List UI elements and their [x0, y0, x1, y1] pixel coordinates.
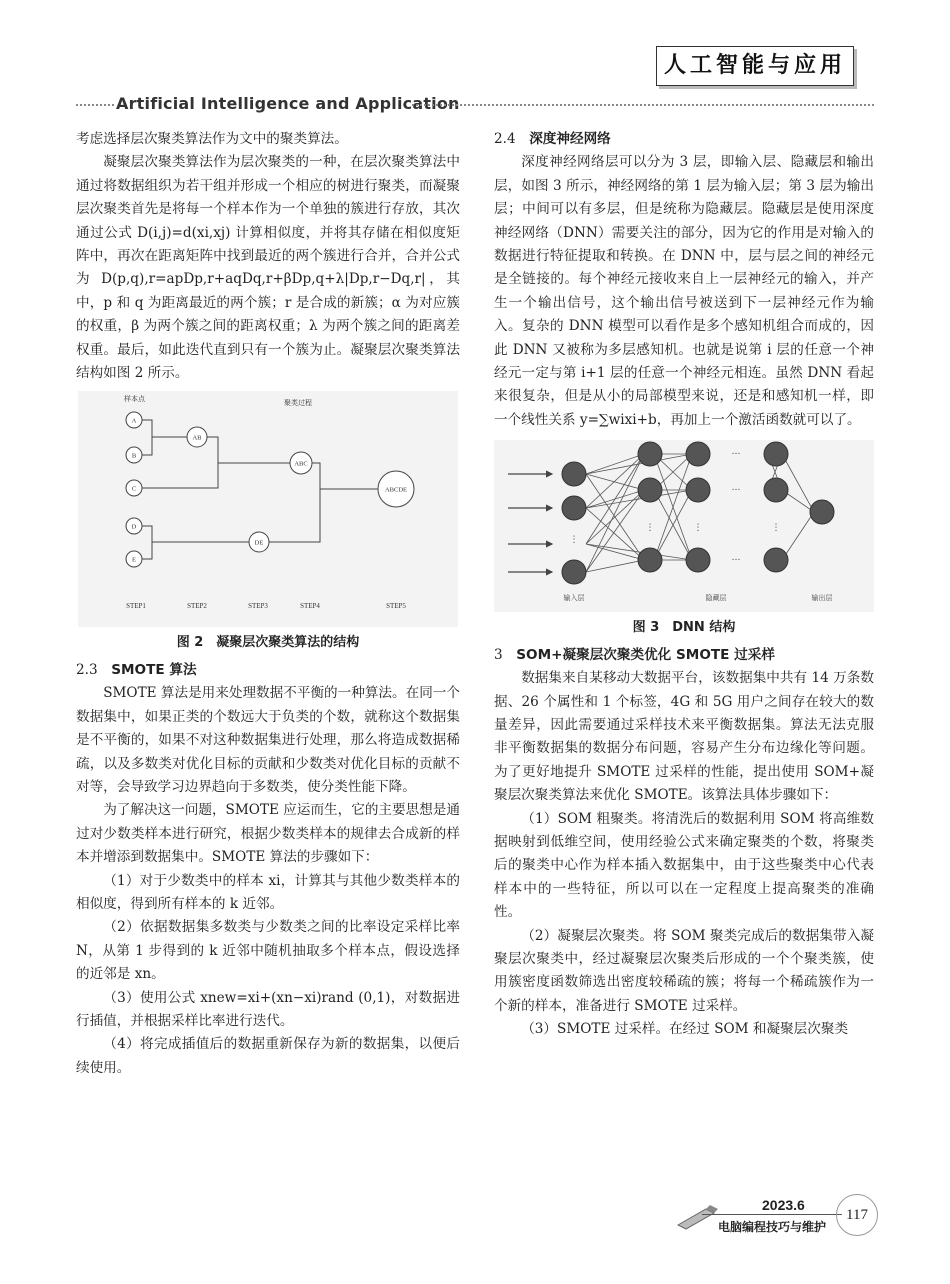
- figure-2-caption: 图 2 凝聚层次聚类算法的结构: [176, 635, 360, 651]
- node-label: A: [131, 417, 137, 425]
- neuron-input: [562, 496, 586, 520]
- paragraph: 数据集来自某移动大数据平台，该数据集中共有 14 万条数据、26 个属性和 1 个标签，4G 和 5G 用户之间存在较大的数量差异，因此需要通过采样技术来平衡数据集。算法无法克服非平衡数据集的数据分布问题，容易产生分布边缘化等问题。为了更好地提升 SMOTE 过采样的性能，提出使用 SOM+凝聚层次聚类算法来优化 SMOTE。该算法具体步骤如下：: [494, 670, 874, 804]
- neuron-hidden: [686, 548, 710, 572]
- ellipsis: …: [731, 447, 741, 458]
- neuron-output: [810, 500, 834, 524]
- issue-date: 2023.6: [762, 1197, 805, 1213]
- step-label: STEP5: [386, 602, 406, 611]
- paragraph: （3）使用公式 xnew=xi+(xn−xi)rand (0,1)，对数据进行插值，并根据采样比率进行迭代。: [76, 989, 460, 1029]
- step-label: STEP4: [300, 602, 320, 611]
- vdots: ⋮: [693, 523, 703, 534]
- node-label: ABC: [294, 460, 308, 468]
- page-number: 117: [836, 1194, 878, 1236]
- neuron-hidden: [638, 548, 662, 572]
- paragraph: （2）凝聚层次聚类。将 SOM 聚类完成后的数据集带入凝聚层次聚类中，经过凝聚层次聚类后形成的一个个聚类簇，使用簇密度函数筛选出密度较稀疏的簇；将每一个稀疏簇作为一个新的样本，准备进行 SMOTE 过采样。: [494, 927, 874, 1014]
- dnn-diagram: [494, 440, 874, 612]
- paragraph: 凝聚层次聚类算法作为层次聚类的一种，在层次聚类算法中通过将数据组织为若干组并形成一个相应的树进行聚类，而凝聚层次聚类首先是将每一个样本作为一个单独的簇进行存放，其次通过公式 D(i,j)=d(xi,xj) 计算相似度，并将其存储在相似度矩阵中，再次在距离矩阵中找到最近的两个簇进行合并，合并公式为 D(p,q),r=apDp,r+aqDq,r+βDp,q+λ|Dp,r−Dq,r|，其中，p 和 q 为距离最近的两个簇；r 是合成的新簇；α 为对应簇的权重，β 为两个簇之间的距离权重；λ 为两个簇之间的距离差权重。最后，如此迭代直到只有一个簇为止。凝聚层次聚类算法结构如图 2 所示。: [76, 154, 460, 382]
- vdots: ⋮: [569, 535, 579, 546]
- figure-3-caption: 图 3 DNN 结构: [632, 620, 736, 636]
- paragraph: SMOTE 算法是用来处理数据不平衡的一种算法。在同一个数据集中，如果正类的个数远大于负类的个数，就称这个数据集是不平衡的，如果不对这种数据集进行处理，那么将造成数据稀疏，以及多数类对优化目标的贡献和少数类对优化目标的贡献不对等，会导致学习边界趋向于多数类，使分类性能下降。: [76, 685, 460, 795]
- node-label: E: [132, 556, 136, 564]
- pen-icon: [676, 1203, 720, 1231]
- figure-2: [78, 391, 458, 627]
- right-column: [494, 128, 874, 1042]
- neuron-hidden: [764, 442, 788, 466]
- dendrogram-diagram: [78, 391, 458, 627]
- section-title: SOM+凝聚层次聚类优化 SMOTE 过采样: [516, 646, 775, 663]
- section-number: 2.4: [494, 131, 516, 147]
- paragraph: （1）对于少数类中的样本 xi，计算其与其他少数类样本的相似度，得到所有样本的 k 近邻。: [76, 872, 460, 912]
- step-label: STEP1: [126, 602, 146, 611]
- neuron-input: [562, 462, 586, 486]
- paragraph: （1）SOM 粗聚类。将清洗后的数据利用 SOM 将高维数据映射到低维空间，使用经验公式来确定聚类的个数，将聚类后的聚类中心作为样本插入数据集中，由于这些聚类中心代表样本中的一些特征，所以可以在一定程度上提高聚类的准确性。: [494, 810, 874, 921]
- header-dots-left: [76, 104, 114, 106]
- node-label: B: [131, 452, 137, 460]
- label-process: 聚类过程: [284, 399, 312, 408]
- footer-divider: [702, 1214, 842, 1215]
- paragraph: 考虑选择层次聚类算法作为文中的聚类算法。: [76, 131, 348, 147]
- figure-3: [494, 440, 874, 612]
- section-number: 2.3: [76, 661, 98, 678]
- node-label: ABCDE: [384, 486, 408, 494]
- label-output-layer: 输出层: [811, 594, 833, 603]
- section-title: 深度神经网络: [529, 131, 611, 147]
- neuron-hidden: [638, 442, 662, 466]
- paragraph: （4）将完成插值后的数据重新保存为新的数据集，以便后续使用。: [76, 1036, 460, 1076]
- node-label: D: [131, 523, 137, 531]
- section-heading-2-3: [76, 659, 460, 682]
- step-label: STEP3: [248, 602, 268, 611]
- ellipsis: …: [731, 553, 741, 564]
- label-samples: 样本点: [124, 395, 145, 404]
- header-dots-right: [412, 104, 874, 106]
- magazine-name: 电脑编程技巧与维护: [718, 1220, 827, 1234]
- vdots: ⋮: [645, 523, 655, 534]
- neuron-hidden: [686, 478, 710, 502]
- node-label: AB: [192, 434, 202, 442]
- label-hidden-layer: 隐藏层: [705, 594, 727, 603]
- paragraph: 为了解决这一问题，SMOTE 应运而生，它的主要思想是通过对少数类样本进行研究，根据少数类样本的规律去合成新的样本并增添到数据集中。SMOTE 算法的步骤如下：: [76, 802, 460, 866]
- neuron-hidden: [686, 442, 710, 466]
- neuron-hidden: [764, 548, 788, 572]
- ellipsis: …: [731, 483, 741, 494]
- section-heading-2-4: [494, 128, 874, 151]
- section-heading-3: [494, 644, 874, 667]
- node-label: DE: [254, 539, 264, 547]
- section-badge: 人工智能与应用: [656, 46, 854, 86]
- neuron-hidden: [638, 478, 662, 502]
- paragraph: （3）SMOTE 过采样。在经过 SOM 和凝聚层次聚类: [521, 1021, 849, 1038]
- paragraph: （2）依据数据集多数类与少数类之间的比率设定采样比率 N，从第 1 步得到的 k 近邻中随机抽取多个样本点，假设选择的近邻是 xn。: [76, 919, 460, 983]
- node-label: C: [131, 485, 137, 493]
- neuron-hidden: [764, 478, 788, 502]
- left-column: [76, 128, 460, 1080]
- step-label: STEP2: [187, 602, 207, 611]
- header-english-title: Artificial Intelligence and Application: [116, 94, 460, 113]
- section-title: SMOTE 算法: [111, 661, 197, 678]
- paragraph: 深度神经网络层可以分为 3 层，即输入层、隐藏层和输出层，如图 3 所示，神经网络的第 1 层为输入层；第 3 层为输出层；中间可以有多层，但是统称为隐藏层。隐藏层是使用深度神经网络（DNN）需要关注的部分，因为它的作用是对输入的数据进行特征提取和转换。在 DNN 中，层与层之间的神经元是全链接的。每个神经元接收来自上一层神经元的输入，并产生一个输出信号，这个输出信号被送到下一层神经元作为输入。复杂的 DNN 模型可以看作是多个感知机组合而成的，因此 DNN 又被称为多层感知机。也就是说第 i 层的任意一个神经元一定与第 i+1 层的任意一个神经元相连。虽然 DNN 看起来很复杂，但是从小的局部模型来说，还是和感知机一样，即一个线性关系 y=∑wixi+b，再加上一个激活函数就可以了。: [494, 154, 874, 428]
- section-number: 3: [494, 646, 503, 663]
- vdots: ⋮: [771, 523, 781, 534]
- neuron-input: [562, 560, 586, 584]
- label-input-layer: 输入层: [563, 594, 585, 603]
